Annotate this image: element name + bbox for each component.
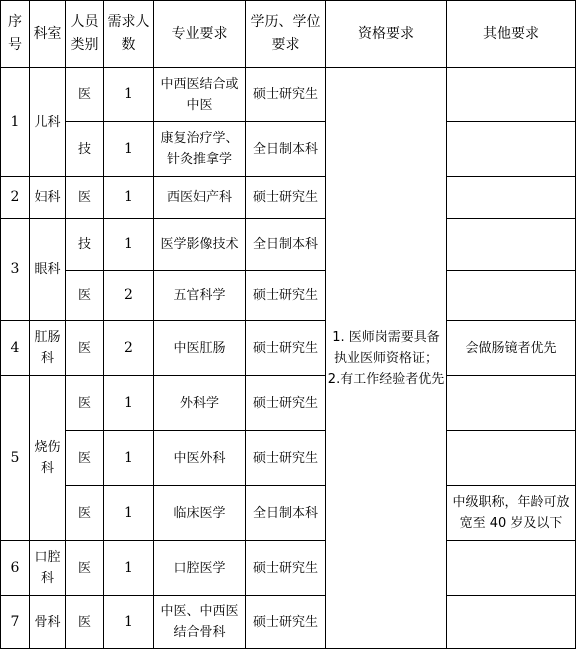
staff-type: 医 bbox=[66, 321, 104, 376]
education: 全日制本科 bbox=[246, 219, 326, 271]
headcount: 1 bbox=[104, 541, 154, 596]
row-index: 1 bbox=[1, 68, 30, 177]
other-requirement bbox=[447, 177, 576, 219]
staff-type: 技 bbox=[66, 219, 104, 271]
header-other: 其他要求 bbox=[447, 1, 576, 68]
table-row bbox=[1, 376, 576, 431]
headcount: 1 bbox=[104, 219, 154, 271]
education: 硕士研究生 bbox=[246, 177, 326, 219]
headcount: 1 bbox=[104, 177, 154, 219]
headcount: 1 bbox=[104, 596, 154, 649]
table-row bbox=[1, 68, 576, 122]
row-index: 7 bbox=[1, 596, 30, 649]
row-index: 6 bbox=[1, 541, 30, 596]
major: 中医肛肠 bbox=[154, 321, 246, 376]
major: 中医、中西医结合骨科 bbox=[154, 596, 246, 649]
qualification-line: 2.有工作经验者优先 bbox=[327, 371, 445, 387]
department-name: 儿科 bbox=[30, 68, 66, 177]
education: 硕士研究生 bbox=[246, 68, 326, 122]
education: 硕士研究生 bbox=[246, 271, 326, 321]
headcount: 1 bbox=[104, 122, 154, 177]
qualification-line: 1. 医师岗需要具备执业医师资格证； bbox=[332, 329, 440, 366]
department-name: 妇科 bbox=[30, 177, 66, 219]
education: 硕士研究生 bbox=[246, 596, 326, 649]
education: 全日制本科 bbox=[246, 486, 326, 541]
headcount: 1 bbox=[104, 68, 154, 122]
staff-type: 医 bbox=[66, 596, 104, 649]
row-index: 2 bbox=[1, 177, 30, 219]
department-name: 眼科 bbox=[30, 219, 66, 321]
other-requirement bbox=[447, 219, 576, 271]
education: 硕士研究生 bbox=[246, 541, 326, 596]
department-name: 骨科 bbox=[30, 596, 66, 649]
education: 硕士研究生 bbox=[246, 376, 326, 431]
other-requirement bbox=[447, 122, 576, 177]
row-index: 3 bbox=[1, 219, 30, 321]
table-row bbox=[1, 541, 576, 596]
headcount: 1 bbox=[104, 486, 154, 541]
qualification-cell bbox=[326, 68, 447, 649]
header-qualification: 资格要求 bbox=[326, 1, 447, 68]
other-requirement bbox=[447, 376, 576, 431]
other-requirement bbox=[447, 541, 576, 596]
header-major: 专业要求 bbox=[154, 1, 246, 68]
headcount: 1 bbox=[104, 431, 154, 486]
other-requirement bbox=[447, 431, 576, 486]
staff-type: 医 bbox=[66, 271, 104, 321]
header-count: 需求人数 bbox=[104, 1, 154, 68]
department-name: 烧伤科 bbox=[30, 376, 66, 541]
major: 中西医结合或中医 bbox=[154, 68, 246, 122]
education: 全日制本科 bbox=[246, 122, 326, 177]
major: 中医外科 bbox=[154, 431, 246, 486]
header-index: 序号 bbox=[1, 1, 30, 68]
headcount: 2 bbox=[104, 321, 154, 376]
table-row bbox=[1, 431, 576, 486]
major: 康复治疗学、针灸推拿学 bbox=[154, 122, 246, 177]
major: 口腔医学 bbox=[154, 541, 246, 596]
staff-type: 医 bbox=[66, 431, 104, 486]
other-requirement: 会做肠镜者优先 bbox=[447, 321, 576, 376]
table-row bbox=[1, 486, 576, 541]
major: 医学影像技术 bbox=[154, 219, 246, 271]
education: 硕士研究生 bbox=[246, 431, 326, 486]
headcount: 1 bbox=[104, 376, 154, 431]
header-education: 学历、学位要求 bbox=[246, 1, 326, 68]
major: 五官科学 bbox=[154, 271, 246, 321]
table-row bbox=[1, 321, 576, 376]
table-row bbox=[1, 271, 576, 321]
staff-type: 医 bbox=[66, 486, 104, 541]
department-name: 肛肠科 bbox=[30, 321, 66, 376]
other-requirement: 中级职称，年龄可放宽至 40 岁及以下 bbox=[447, 486, 576, 541]
header-staff-type: 人员类别 bbox=[66, 1, 104, 68]
major: 西医妇产科 bbox=[154, 177, 246, 219]
headcount: 2 bbox=[104, 271, 154, 321]
other-requirement bbox=[447, 271, 576, 321]
row-index: 5 bbox=[1, 376, 30, 541]
major: 临床医学 bbox=[154, 486, 246, 541]
staff-type: 医 bbox=[66, 376, 104, 431]
other-requirement bbox=[447, 68, 576, 122]
staff-type: 医 bbox=[66, 177, 104, 219]
education: 硕士研究生 bbox=[246, 321, 326, 376]
staff-type: 医 bbox=[66, 68, 104, 122]
staff-type: 医 bbox=[66, 541, 104, 596]
staff-type: 技 bbox=[66, 122, 104, 177]
header-row bbox=[1, 1, 576, 68]
other-requirement bbox=[447, 596, 576, 649]
table-row bbox=[1, 596, 576, 649]
department-name: 口腔科 bbox=[30, 541, 66, 596]
table-row bbox=[1, 177, 576, 219]
table-row bbox=[1, 219, 576, 271]
table-row bbox=[1, 122, 576, 177]
row-index: 4 bbox=[1, 321, 30, 376]
header-department: 科室 bbox=[30, 1, 66, 68]
major: 外科学 bbox=[154, 376, 246, 431]
